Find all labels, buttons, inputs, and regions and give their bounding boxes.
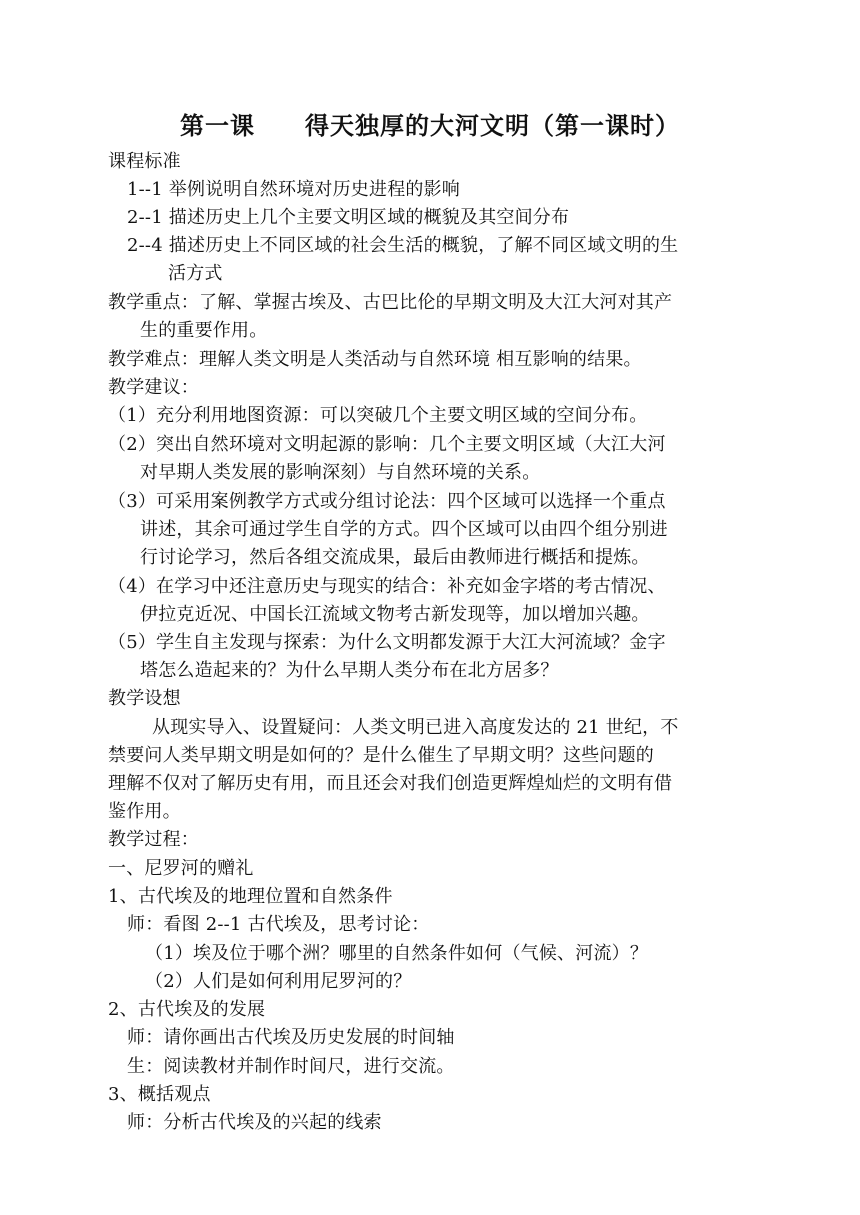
- heading-teaching-concept: 教学设想: [108, 688, 181, 709]
- concept-paragraph: 从现实导入、设置疑问：人类文明已进入高度发达的 21 世纪，不: [152, 717, 679, 738]
- teaching-focus-continued: 生的重要作用。: [140, 320, 268, 341]
- dialogue-line: 师：分析古代埃及的兴起的线索: [127, 1112, 382, 1133]
- dialogue-line: 师：看图 2--1 古代埃及，思考讨论：: [127, 914, 430, 935]
- heading-teaching-suggestions: 教学建议：: [108, 377, 199, 398]
- section-heading: 一、尼罗河的赠礼: [108, 858, 254, 879]
- suggestion-item-continued: 行讨论学习，然后各组交流成果，最后由教师进行概括和提炼。: [140, 547, 650, 568]
- suggestion-item-continued: 伊拉克近况、中国长江流域文物考古新发现等，加以增加兴趣。: [140, 604, 650, 625]
- dialogue-line: 师：请你画出古代埃及历史发展的时间轴: [127, 1027, 455, 1048]
- heading-teaching-process: 教学过程：: [108, 829, 199, 850]
- standard-item: 1--1 举例说明自然环境对历史进程的影响: [127, 179, 460, 200]
- subsection-heading: 3、概括观点: [108, 1084, 211, 1105]
- suggestion-item: （3）可采用案例教学方式或分组讨论法：四个区域可以选择一个重点: [108, 491, 666, 512]
- dialogue-line: 生：阅读教材并制作时间尺，进行交流。: [127, 1056, 455, 1077]
- suggestion-item-continued: 对早期人类发展的影响深刻）与自然环境的关系。: [140, 462, 541, 483]
- question-item: （1）埃及位于哪个洲？哪里的自然条件如何（气候、河流）？: [145, 943, 649, 964]
- subsection-heading: 2、古代埃及的发展: [108, 999, 266, 1020]
- document-title: 第一课 得天独厚的大河文明（第一课时）: [180, 112, 680, 140]
- concept-paragraph: 鉴作用。: [108, 801, 181, 822]
- subsection-heading: 1、古代埃及的地理位置和自然条件: [108, 886, 393, 907]
- suggestion-item-continued: 讲述，其余可通过学生自学的方式。四个区域可以由四个组分别进: [140, 519, 668, 540]
- teaching-difficulty: 教学难点：理解人类文明是人类活动与自然环境 相互影响的结果。: [108, 349, 642, 370]
- standard-item: 2--1 描述历史上几个主要文明区域的概貌及其空间分布: [127, 207, 570, 228]
- standard-item: 2--4 描述历史上不同区域的社会生活的概貌，了解不同区域文明的生: [127, 235, 679, 256]
- concept-paragraph: 禁要问人类早期文明是如何的？是什么催生了早期文明？这些问题的: [108, 745, 654, 766]
- heading-course-standard: 课程标准: [108, 151, 181, 172]
- concept-paragraph: 理解不仅对了解历史有用，而且还会对我们创造更辉煌灿烂的文明有借: [108, 773, 673, 794]
- suggestion-item: （4）在学习中还注意历史与现实的结合：补充如金字塔的考古情况、: [108, 576, 666, 597]
- suggestion-item: （5）学生自主发现与探索：为什么文明都发源于大江大河流域？金字: [108, 632, 666, 653]
- suggestion-item: （2）突出自然环境对文明起源的影响：几个主要文明区域（大江大河: [108, 434, 666, 455]
- question-item: （2）人们是如何利用尼罗河的？: [145, 971, 412, 992]
- teaching-focus: 教学重点：了解、掌握古埃及、古巴比伦的早期文明及大江大河对其产: [108, 292, 673, 313]
- suggestion-item-continued: 塔怎么造起来的？为什么早期人类分布在北方居多？: [140, 660, 559, 681]
- standard-item-continued: 活方式: [168, 263, 223, 284]
- suggestion-item: （1）充分利用地图资源：可以突破几个主要文明区域的空间分布。: [108, 405, 648, 426]
